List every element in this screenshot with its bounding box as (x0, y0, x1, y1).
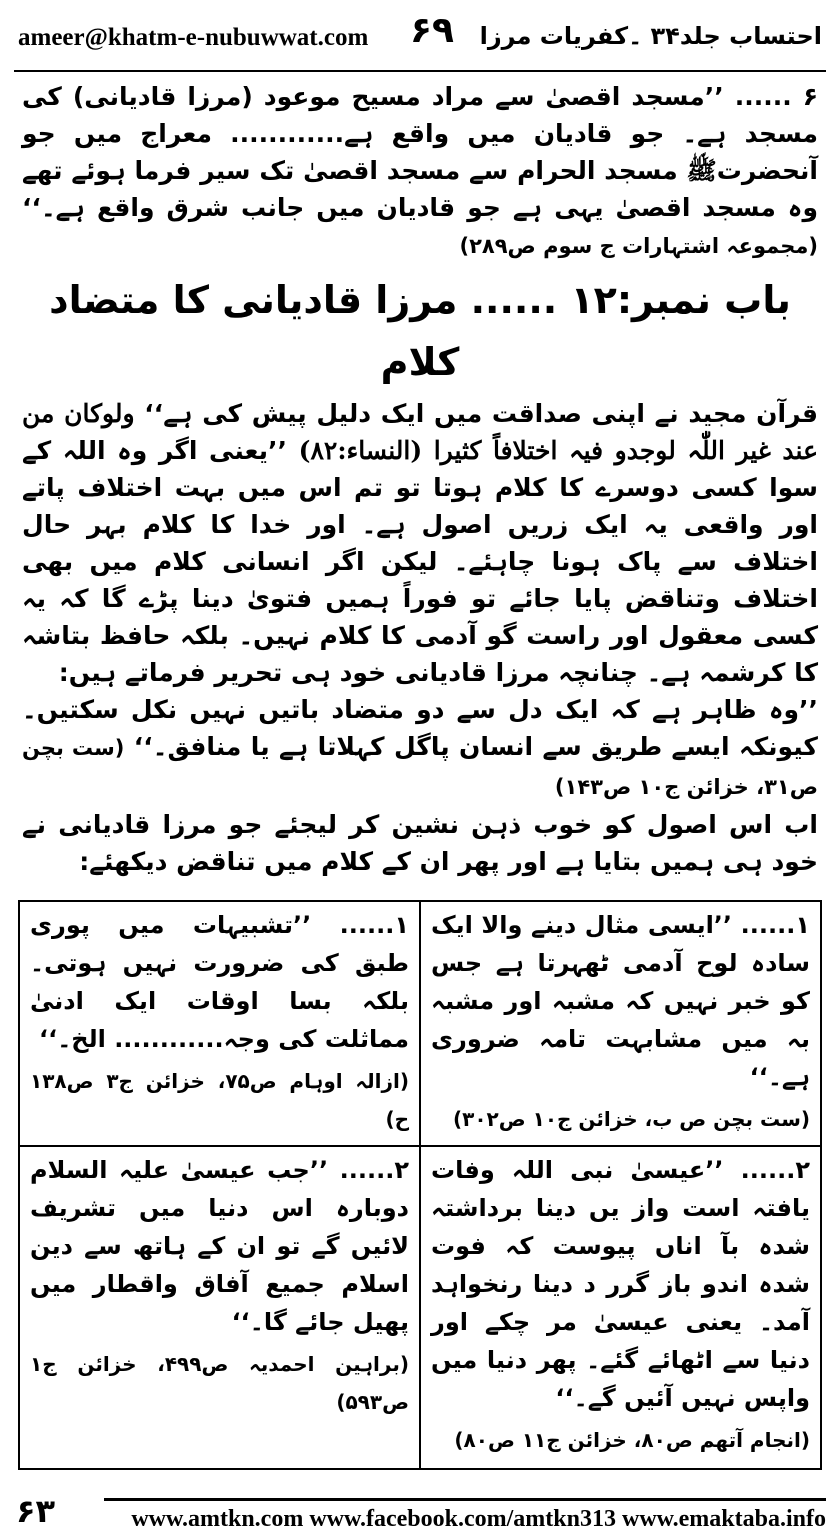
statement-reference: (ازالہ اوہام ص۷۵، خزائن ج۳ ص۱۳۸ ح) (30, 1069, 409, 1131)
statement-text: ۱...... ’’تشبیہات میں پوری طبق کی ضرورت نہیں ہوتی۔ بلکہ بسا اوقات ایک ادنیٰ مماثلت کی وجہ............ الخ۔‘‘ (30, 911, 409, 1053)
footer-page-number: ۶۳ (16, 1492, 56, 1530)
paragraph-1-reference: (مجموعہ اشتہارات ج سوم ص۲۸۹) (459, 234, 818, 258)
statement-reference: (انجام آتھم ص۸۰، خزائن ج۱۱ ص۸۰) (454, 1428, 810, 1453)
table-cell-left (19, 1146, 420, 1469)
statement-reference: (ست بچن ص ب، خزائن ج۱۰ ص۳۰۲) (452, 1107, 810, 1131)
paragraph-2-intro: قرآن مجید نے اپنی صداقت میں ایک دلیل پیش کی ہے‘‘ (144, 399, 819, 428)
page-header (14, 8, 826, 68)
footer-rule (104, 1498, 826, 1501)
statement-text: ۲...... ’’عیسیٰ نبی اللہ وفات یافتہ است واز یں دینا برداشتہ شدہ بآ اناں پیوست کہ فوت شدہ اندو باز گرر د دینا رنخواہد آمد۔ یعنی عیسیٰ مر چکے اور دنیا سے اٹھائے گئے۔ پھر دنیا میں واپس نہیں آئیں گے۔‘‘ (431, 1156, 810, 1413)
table-row (19, 901, 821, 1146)
paragraph-3: اب اس اصول کو خوب ذہن نشین کر لیجئے جو مرزا قادیانی نے خود ہی ہمیں بتایا ہے اور پھر ان کے کلام میں تناقض دیکھئے: (22, 810, 818, 876)
comparison-table (18, 900, 822, 1470)
quranic-verse: ولوکان من عند غیر اللّٰہ لوجدو فیہ اختلافاً کثیرا (النساء:۸۲) (22, 399, 818, 465)
paragraph-1-text: ۶ ...... ’’مسجد اقصیٰ سے مراد مسیح موعود (مرزا قادیانی) کی مسجد ہے۔ جو قادیان میں واقع ہے............ معراج میں جو آنحضرتﷺ مسجد الحرام سے مسجد اقصیٰ تک سیر فرما ہوئے تھے وہ مسجد اقصیٰ یہی ہے جو قادیان میں جانب شرق واقع ہے۔‘‘ (22, 82, 818, 222)
statement-text: ۱...... ’’ایسی مثال دینے والا ایک سادہ لوح آدمی ٹھہرتا ہے جس کو خبر نہیں کہ مشبہ اور مشبہ بہ میں مشابہت تامہ ضروری ہے۔‘‘ (431, 911, 810, 1091)
chapter-title: باب نمبر:۱۲ ...... مرزا قادیانی کا متضاد کلام (49, 278, 791, 384)
table-row (19, 1146, 821, 1469)
header-series-title: احتساب جلد۳۴ ۔کفریات مرزا (479, 22, 822, 50)
table-cell-left (19, 901, 420, 1146)
page-body (22, 78, 818, 880)
footer-urls: www.amtkn.com www.facebook.com/amtkn313 www.emaktaba.info (131, 1506, 826, 1532)
quote-reference: (ست بچن ص۳۱، خزائن ج۱۰ ص۱۴۳) (22, 736, 818, 799)
table-cell-right (420, 1146, 821, 1469)
quote-paragraph (22, 691, 818, 806)
paragraph-2 (22, 395, 818, 691)
statement-text: ۲...... ’’جب عیسیٰ علیہ السلام دوبارہ اس دنیا میں تشریف لائیں گے تو ان کے ہاتھ سے دین اسلام جمیع آفاق واقطار میں پھیل جائے گا۔‘‘ (30, 1156, 409, 1337)
statement-reference: (براہین احمدیہ ص۴۹۹، خزائن ج۱ ص۵۹۳) (30, 1352, 409, 1415)
page-footer (14, 1492, 826, 1536)
header-page-number: ۶۹ (410, 10, 454, 51)
paragraph-1 (22, 78, 818, 265)
paragraph-2-body: ’’یعنی اگر وہ اللہ کے سوا کسی دوسرے کا کلام ہوتا تو تم اس میں بہت اختلاف پاتے اور واقعی یہ ایک زریں اصول ہے۔ اور خدا کا کلام بہر حال اختلاف سے پاک ہونا چاہئے۔ لیکن اگر انسانی کلام میں بھی اختلاف وتناقض پایا جائے تو فوراً ہمیں فتویٰ دینا پڑے گا کہ یہ کسی معقول اور راست گو آدمی کا کلام نہیں۔ بلکہ حافظ بتاشہ کا کرشمہ ہے۔ چنانچہ مرزا قادیانی خود ہی تحریر فرماتے ہیں: (22, 436, 818, 687)
table-cell-right (420, 901, 821, 1146)
quote-text: ’’وہ ظاہر ہے کہ ایک دل سے دو متضاد باتیں نہیں نکل سکتیں۔ کیونکہ ایسے طریق سے انسان پاگل کہلاتا ہے یا منافق۔‘‘ (22, 695, 818, 761)
header-rule (14, 70, 826, 72)
header-email: ameer@khatm-e-nubuwwat.com (18, 24, 369, 51)
